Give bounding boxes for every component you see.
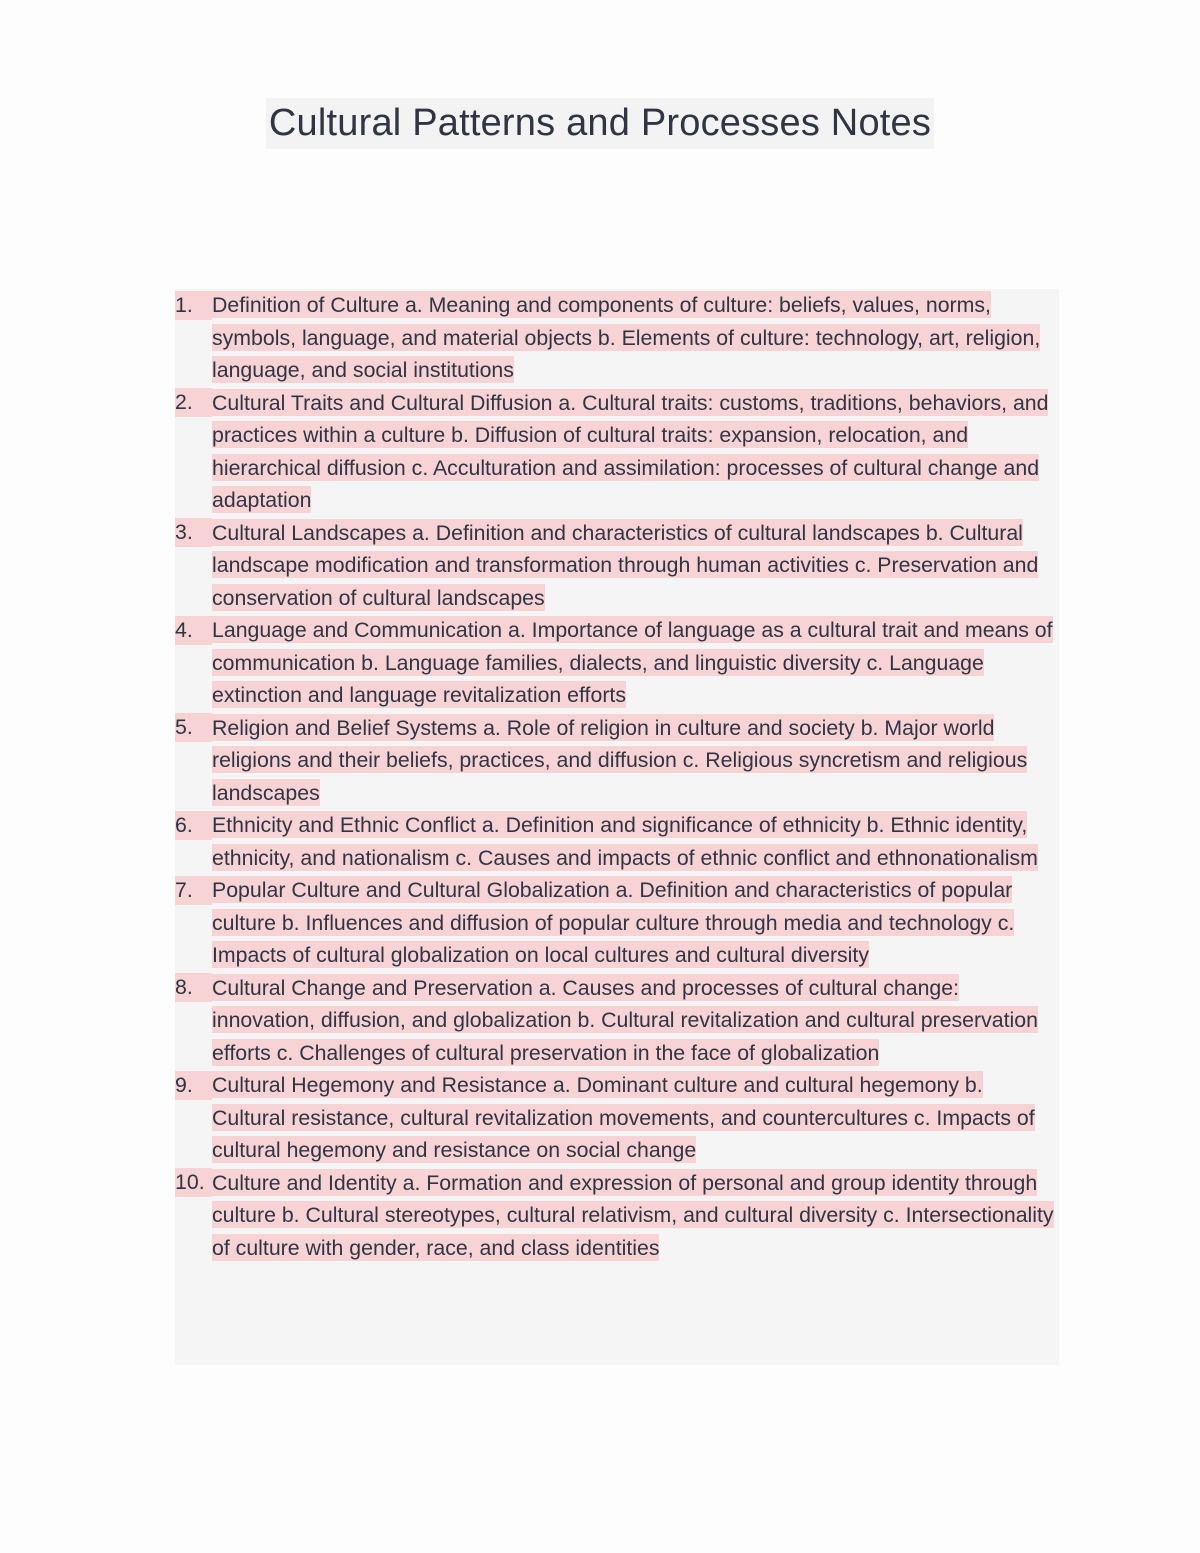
list-item-number: 1. <box>175 291 212 320</box>
list-item <box>175 972 1059 1070</box>
list-item-text: Cultural Traits and Cultural Diffusion a. Cultural traits: customs, traditions, behaviors, and practices within a culture b. Diffusion of cultural traits: expansion, relocation, and hierarchical diffusion c. Acculturation and assimilation: processes of cultural change and adaptation <box>212 390 1049 512</box>
list-item <box>175 712 1059 810</box>
list-item-number: 8. <box>175 973 212 1002</box>
list-item-text: Cultural Hegemony and Resistance a. Dominant culture and cultural hegemony b. Cultural resistance, cultural revitalization movements, and countercultures c. Impacts of cultural hegemony and resistance on social change <box>212 1073 1035 1162</box>
list-item-text: Religion and Belief Systems a. Role of religion in culture and society b. Major world religions and their beliefs, practices, and diffusion c. Religious syncretism and religious landscapes <box>212 715 1028 805</box>
page-title: Cultural Patterns and Processes Notes <box>266 98 934 149</box>
list-item <box>175 517 1059 615</box>
list-item <box>175 1167 1059 1265</box>
list-item-number: 2. <box>175 388 212 417</box>
list-item-text: Cultural Landscapes a. Definition and characteristics of cultural landscapes b. Cultural landscape modification and transformation through human activities c. Preservation and conservation of cultural landscapes <box>212 520 1039 610</box>
list-item-number: 3. <box>175 518 212 547</box>
list-item-number: 5. <box>175 713 212 742</box>
list-item <box>175 387 1059 517</box>
list-item-text: Culture and Identity a. Formation and expression of personal and group identity through culture b. Cultural stereotypes, cultural relativism, and cultural diversity c. Intersectionality of culture with gender, race, and class identities <box>212 1170 1054 1260</box>
list-item-number: 4. <box>175 616 212 645</box>
list-item <box>175 809 1059 874</box>
list-item <box>175 289 1059 387</box>
list-item-text: Language and Communication a. Importance of language as a cultural trait and means of communication b. Language families, dialects, and linguistic diversity c. Language extinction and language revitalization efforts <box>212 618 1053 707</box>
list-item <box>175 1069 1059 1167</box>
notes-block <box>175 289 1059 1365</box>
title-container <box>0 98 1200 149</box>
list-item-number: 7. <box>175 876 212 905</box>
list-item-text: Ethnicity and Ethnic Conflict a. Definition and significance of ethnicity b. Ethnic identity, ethnicity, and nationalism c. Causes and impacts of ethnic conflict and ethnonationalism <box>212 813 1038 870</box>
list-item-text: Popular Culture and Cultural Globalization a. Definition and characteristics of popular culture b. Influences and diffusion of popular culture through media and technology c. Impacts of cultural globalization on local cultures and cultural diversity <box>212 878 1015 967</box>
notes-list <box>175 289 1059 1264</box>
list-item-number: 6. <box>175 811 212 840</box>
list-item <box>175 874 1059 972</box>
list-item-number: 9. <box>175 1071 212 1100</box>
list-item-text: Cultural Change and Preservation a. Causes and processes of cultural change: innovation, diffusion, and globalization b. Cultural revitalization and cultural preservation efforts c. Challenges of cultural preservation in the face of globalization <box>212 975 1038 1065</box>
list-item <box>175 614 1059 712</box>
list-item-text: Definition of Culture a. Meaning and components of culture: beliefs, values, norms, symbols, language, and material objects b. Elements of culture: technology, art, religion, language, and social institutions <box>212 293 1041 382</box>
list-item-number: 10. <box>175 1168 212 1197</box>
